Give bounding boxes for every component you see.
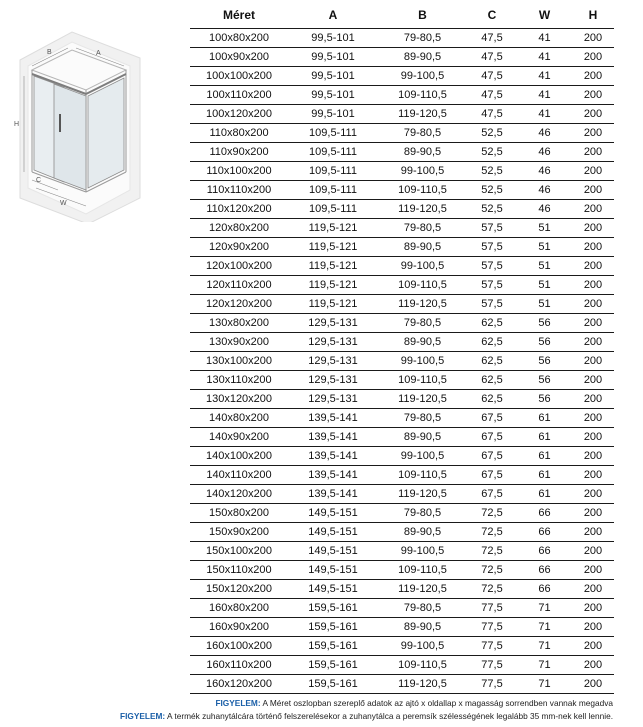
cell-h: 200 xyxy=(572,29,614,48)
cell-w: 66 xyxy=(517,580,572,599)
cell-a: 159,5-161 xyxy=(288,675,378,694)
table-row xyxy=(190,238,614,257)
cell-c: 52,5 xyxy=(467,124,517,143)
cell-a: 159,5-161 xyxy=(288,637,378,656)
cell-w: 61 xyxy=(517,485,572,504)
cell-w: 56 xyxy=(517,371,572,390)
cell-c: 77,5 xyxy=(467,599,517,618)
cell-a: 129,5-131 xyxy=(288,371,378,390)
cell-size: 110x110x200 xyxy=(190,181,288,200)
cell-h: 200 xyxy=(572,48,614,67)
cell-a: 109,5-111 xyxy=(288,200,378,219)
cell-a: 119,5-121 xyxy=(288,295,378,314)
cell-size: 160x90x200 xyxy=(190,618,288,637)
cell-size: 120x100x200 xyxy=(190,257,288,276)
cell-c: 62,5 xyxy=(467,314,517,333)
cell-b: 109-110,5 xyxy=(378,466,467,485)
dim-label-w: W xyxy=(60,200,67,207)
table-row xyxy=(190,333,614,352)
cell-c: 47,5 xyxy=(467,67,517,86)
cell-c: 57,5 xyxy=(467,219,517,238)
cell-w: 51 xyxy=(517,295,572,314)
cell-b: 109-110,5 xyxy=(378,561,467,580)
cell-w: 46 xyxy=(517,200,572,219)
table-row xyxy=(190,371,614,390)
cell-c: 57,5 xyxy=(467,295,517,314)
cell-c: 52,5 xyxy=(467,162,517,181)
table-row xyxy=(190,390,614,409)
cell-c: 52,5 xyxy=(467,200,517,219)
cell-h: 200 xyxy=(572,580,614,599)
cell-a: 99,5-101 xyxy=(288,29,378,48)
column-header-size: Méret xyxy=(222,8,255,22)
cell-size: 140x80x200 xyxy=(190,409,288,428)
cell-a: 129,5-131 xyxy=(288,314,378,333)
cell-w: 41 xyxy=(517,86,572,105)
cell-w: 46 xyxy=(517,181,572,200)
cell-a: 129,5-131 xyxy=(288,333,378,352)
cell-w: 56 xyxy=(517,333,572,352)
cell-a: 139,5-141 xyxy=(288,428,378,447)
table-row xyxy=(190,143,614,162)
cell-size: 120x120x200 xyxy=(190,295,288,314)
table-header-row xyxy=(190,2,614,29)
cell-b: 99-100,5 xyxy=(378,257,467,276)
cell-w: 71 xyxy=(517,599,572,618)
cell-a: 99,5-101 xyxy=(288,48,378,67)
table-row xyxy=(190,637,614,656)
cell-c: 67,5 xyxy=(467,466,517,485)
cell-size: 160x80x200 xyxy=(190,599,288,618)
cell-a: 159,5-161 xyxy=(288,599,378,618)
cell-size: 140x90x200 xyxy=(190,428,288,447)
cell-size: 160x120x200 xyxy=(190,675,288,694)
cell-w: 66 xyxy=(517,542,572,561)
cell-c: 47,5 xyxy=(467,29,517,48)
table-row xyxy=(190,276,614,295)
cell-c: 62,5 xyxy=(467,333,517,352)
cell-h: 200 xyxy=(572,466,614,485)
cell-w: 71 xyxy=(517,637,572,656)
cell-h: 200 xyxy=(572,523,614,542)
cell-size: 130x120x200 xyxy=(190,390,288,409)
cell-a: 109,5-111 xyxy=(288,143,378,162)
column-header-h: H xyxy=(588,8,598,22)
cell-w: 61 xyxy=(517,447,572,466)
cell-b: 119-120,5 xyxy=(378,580,467,599)
table-row xyxy=(190,29,614,48)
cell-size: 150x100x200 xyxy=(190,542,288,561)
table-row xyxy=(190,314,614,333)
table-row xyxy=(190,409,614,428)
cell-h: 200 xyxy=(572,656,614,675)
side-panel xyxy=(88,78,124,188)
cell-a: 149,5-151 xyxy=(288,504,378,523)
cell-h: 200 xyxy=(572,447,614,466)
cell-h: 200 xyxy=(572,295,614,314)
cell-w: 41 xyxy=(517,48,572,67)
cell-h: 200 xyxy=(572,561,614,580)
cell-b: 89-90,5 xyxy=(378,523,467,542)
cell-b: 89-90,5 xyxy=(378,333,467,352)
table-row xyxy=(190,257,614,276)
cell-c: 72,5 xyxy=(467,523,517,542)
table-row xyxy=(190,542,614,561)
cell-a: 119,5-121 xyxy=(288,257,378,276)
door-panel xyxy=(34,76,86,190)
shower-cabin-diagram xyxy=(10,22,150,222)
cell-b: 119-120,5 xyxy=(378,105,467,124)
table-row xyxy=(190,86,614,105)
cell-h: 200 xyxy=(572,352,614,371)
cell-b: 119-120,5 xyxy=(378,675,467,694)
cell-h: 200 xyxy=(572,428,614,447)
notes xyxy=(120,697,613,723)
cell-h: 200 xyxy=(572,67,614,86)
cell-size: 130x110x200 xyxy=(190,371,288,390)
cell-h: 200 xyxy=(572,675,614,694)
cell-size: 150x80x200 xyxy=(190,504,288,523)
cell-w: 66 xyxy=(517,504,572,523)
cell-b: 99-100,5 xyxy=(378,162,467,181)
cell-h: 200 xyxy=(572,86,614,105)
cell-w: 61 xyxy=(517,428,572,447)
cell-a: 149,5-151 xyxy=(288,561,378,580)
cell-c: 57,5 xyxy=(467,276,517,295)
cell-w: 66 xyxy=(517,561,572,580)
cell-b: 99-100,5 xyxy=(378,637,467,656)
cell-b: 79-80,5 xyxy=(378,409,467,428)
table-row xyxy=(190,523,614,542)
cell-b: 109-110,5 xyxy=(378,86,467,105)
cell-a: 119,5-121 xyxy=(288,219,378,238)
cell-b: 109-110,5 xyxy=(378,181,467,200)
cell-c: 47,5 xyxy=(467,86,517,105)
cell-a: 129,5-131 xyxy=(288,352,378,371)
cell-size: 110x100x200 xyxy=(190,162,288,181)
cell-h: 200 xyxy=(572,637,614,656)
cell-size: 100x110x200 xyxy=(190,86,288,105)
cell-c: 47,5 xyxy=(467,105,517,124)
table-row xyxy=(190,200,614,219)
table-row xyxy=(190,181,614,200)
cell-w: 71 xyxy=(517,675,572,694)
table-row xyxy=(190,124,614,143)
table-row xyxy=(190,48,614,67)
cell-a: 149,5-151 xyxy=(288,542,378,561)
cell-size: 110x120x200 xyxy=(190,200,288,219)
table-row xyxy=(190,618,614,637)
cell-b: 109-110,5 xyxy=(378,276,467,295)
dim-label-b: B xyxy=(47,49,52,56)
cell-b: 119-120,5 xyxy=(378,485,467,504)
cell-h: 200 xyxy=(572,124,614,143)
table-row xyxy=(190,561,614,580)
cell-b: 99-100,5 xyxy=(378,447,467,466)
cell-c: 52,5 xyxy=(467,181,517,200)
cell-w: 46 xyxy=(517,124,572,143)
cell-h: 200 xyxy=(572,314,614,333)
table-row xyxy=(190,485,614,504)
cell-w: 51 xyxy=(517,238,572,257)
cell-size: 140x120x200 xyxy=(190,485,288,504)
cell-a: 99,5-101 xyxy=(288,105,378,124)
cell-c: 67,5 xyxy=(467,447,517,466)
table-row xyxy=(190,580,614,599)
cell-h: 200 xyxy=(572,105,614,124)
cell-size: 120x110x200 xyxy=(190,276,288,295)
cell-size: 110x90x200 xyxy=(190,143,288,162)
cell-size: 110x80x200 xyxy=(190,124,288,143)
table-row xyxy=(190,656,614,675)
table-row xyxy=(190,352,614,371)
cell-c: 77,5 xyxy=(467,675,517,694)
cell-b: 79-80,5 xyxy=(378,219,467,238)
cell-c: 72,5 xyxy=(467,542,517,561)
cell-b: 79-80,5 xyxy=(378,314,467,333)
cell-b: 79-80,5 xyxy=(378,504,467,523)
dim-label-c: C xyxy=(36,177,42,184)
cell-b: 89-90,5 xyxy=(378,48,467,67)
cell-c: 77,5 xyxy=(467,618,517,637)
cell-a: 99,5-101 xyxy=(288,67,378,86)
cell-a: 109,5-111 xyxy=(288,162,378,181)
cell-a: 119,5-121 xyxy=(288,238,378,257)
cell-h: 200 xyxy=(572,143,614,162)
cell-size: 100x80x200 xyxy=(190,29,288,48)
cell-b: 89-90,5 xyxy=(378,238,467,257)
cell-b: 79-80,5 xyxy=(378,124,467,143)
cell-h: 200 xyxy=(572,485,614,504)
cell-w: 51 xyxy=(517,219,572,238)
cell-a: 109,5-111 xyxy=(288,181,378,200)
table-row xyxy=(190,599,614,618)
table-row xyxy=(190,466,614,485)
cell-size: 100x100x200 xyxy=(190,67,288,86)
cell-a: 139,5-141 xyxy=(288,409,378,428)
cell-w: 46 xyxy=(517,162,572,181)
cell-h: 200 xyxy=(572,409,614,428)
cell-b: 79-80,5 xyxy=(378,599,467,618)
table-row xyxy=(190,295,614,314)
cell-c: 77,5 xyxy=(467,637,517,656)
table-body xyxy=(190,29,614,694)
cell-w: 41 xyxy=(517,67,572,86)
cell-b: 109-110,5 xyxy=(378,656,467,675)
cell-w: 46 xyxy=(517,143,572,162)
cell-c: 77,5 xyxy=(467,656,517,675)
cell-size: 160x100x200 xyxy=(190,637,288,656)
cell-c: 72,5 xyxy=(467,504,517,523)
cell-w: 61 xyxy=(517,466,572,485)
table-row xyxy=(190,675,614,694)
cell-c: 47,5 xyxy=(467,48,517,67)
cell-c: 67,5 xyxy=(467,428,517,447)
cell-w: 51 xyxy=(517,276,572,295)
cell-size: 120x80x200 xyxy=(190,219,288,238)
cell-c: 62,5 xyxy=(467,371,517,390)
cell-size: 150x120x200 xyxy=(190,580,288,599)
cell-b: 119-120,5 xyxy=(378,295,467,314)
cell-h: 200 xyxy=(572,181,614,200)
cell-w: 71 xyxy=(517,656,572,675)
cell-a: 149,5-151 xyxy=(288,523,378,542)
cell-b: 89-90,5 xyxy=(378,618,467,637)
cell-c: 57,5 xyxy=(467,257,517,276)
cell-w: 56 xyxy=(517,352,572,371)
cell-h: 200 xyxy=(572,618,614,637)
cell-b: 109-110,5 xyxy=(378,371,467,390)
cell-a: 129,5-131 xyxy=(288,390,378,409)
table-row xyxy=(190,67,614,86)
cell-h: 200 xyxy=(572,219,614,238)
cell-a: 139,5-141 xyxy=(288,466,378,485)
cell-h: 200 xyxy=(572,371,614,390)
cell-h: 200 xyxy=(572,200,614,219)
cell-w: 61 xyxy=(517,409,572,428)
column-header-w: W xyxy=(538,8,551,22)
cell-h: 200 xyxy=(572,276,614,295)
cell-b: 99-100,5 xyxy=(378,542,467,561)
note-line xyxy=(120,710,613,723)
cell-c: 62,5 xyxy=(467,390,517,409)
cell-size: 100x90x200 xyxy=(190,48,288,67)
cell-size: 150x90x200 xyxy=(190,523,288,542)
column-header-b: B xyxy=(418,8,427,22)
cell-b: 119-120,5 xyxy=(378,200,467,219)
cell-a: 139,5-141 xyxy=(288,447,378,466)
cell-a: 159,5-161 xyxy=(288,656,378,675)
dim-label-h: H xyxy=(14,121,20,128)
column-header-a: A xyxy=(328,8,338,22)
cell-b: 89-90,5 xyxy=(378,143,467,162)
table-row xyxy=(190,105,614,124)
dimension-table xyxy=(190,2,614,694)
cell-size: 140x100x200 xyxy=(190,447,288,466)
cell-w: 41 xyxy=(517,105,572,124)
cell-w: 56 xyxy=(517,314,572,333)
cell-a: 109,5-111 xyxy=(288,124,378,143)
cell-b: 89-90,5 xyxy=(378,428,467,447)
cell-w: 51 xyxy=(517,257,572,276)
table-row xyxy=(190,504,614,523)
cell-c: 57,5 xyxy=(467,238,517,257)
table-row xyxy=(190,428,614,447)
cell-a: 159,5-161 xyxy=(288,618,378,637)
column-header-c: C xyxy=(487,8,497,22)
cell-c: 52,5 xyxy=(467,143,517,162)
cell-c: 72,5 xyxy=(467,561,517,580)
cell-b: 79-80,5 xyxy=(378,29,467,48)
cell-size: 130x80x200 xyxy=(190,314,288,333)
note-text: A Méret oszlopban szereplő adatok az ajtó x oldallap x magasság sorrendben vannak megadva xyxy=(262,698,613,708)
note-label: FIGYELEM: xyxy=(215,698,261,708)
cell-h: 200 xyxy=(572,257,614,276)
cell-size: 150x110x200 xyxy=(190,561,288,580)
cell-h: 200 xyxy=(572,238,614,257)
cell-size: 160x110x200 xyxy=(190,656,288,675)
cell-h: 200 xyxy=(572,504,614,523)
cell-w: 66 xyxy=(517,523,572,542)
cell-w: 71 xyxy=(517,618,572,637)
cell-w: 41 xyxy=(517,29,572,48)
note-text: A termék zuhanytálcára történő felszerelésekor a zuhanytálca a peremsík szélességének legalább 35 mm-nek kell lennie. xyxy=(167,711,613,721)
cell-b: 99-100,5 xyxy=(378,67,467,86)
cell-a: 139,5-141 xyxy=(288,485,378,504)
cell-size: 120x90x200 xyxy=(190,238,288,257)
cell-h: 200 xyxy=(572,162,614,181)
cell-c: 67,5 xyxy=(467,485,517,504)
cell-h: 200 xyxy=(572,542,614,561)
cell-h: 200 xyxy=(572,599,614,618)
note-line xyxy=(120,697,613,710)
cell-b: 119-120,5 xyxy=(378,390,467,409)
cell-a: 99,5-101 xyxy=(288,86,378,105)
dim-label-a: A xyxy=(96,50,101,57)
cell-w: 56 xyxy=(517,390,572,409)
cell-size: 100x120x200 xyxy=(190,105,288,124)
cell-c: 67,5 xyxy=(467,409,517,428)
cell-c: 62,5 xyxy=(467,352,517,371)
cell-h: 200 xyxy=(572,333,614,352)
table-row xyxy=(190,219,614,238)
table-row xyxy=(190,162,614,181)
note-label: FIGYELEM: xyxy=(120,711,166,721)
cell-size: 140x110x200 xyxy=(190,466,288,485)
cell-size: 130x90x200 xyxy=(190,333,288,352)
cell-b: 99-100,5 xyxy=(378,352,467,371)
table-row xyxy=(190,447,614,466)
cell-size: 130x100x200 xyxy=(190,352,288,371)
cell-a: 119,5-121 xyxy=(288,276,378,295)
cell-h: 200 xyxy=(572,390,614,409)
cell-c: 72,5 xyxy=(467,580,517,599)
cell-a: 149,5-151 xyxy=(288,580,378,599)
